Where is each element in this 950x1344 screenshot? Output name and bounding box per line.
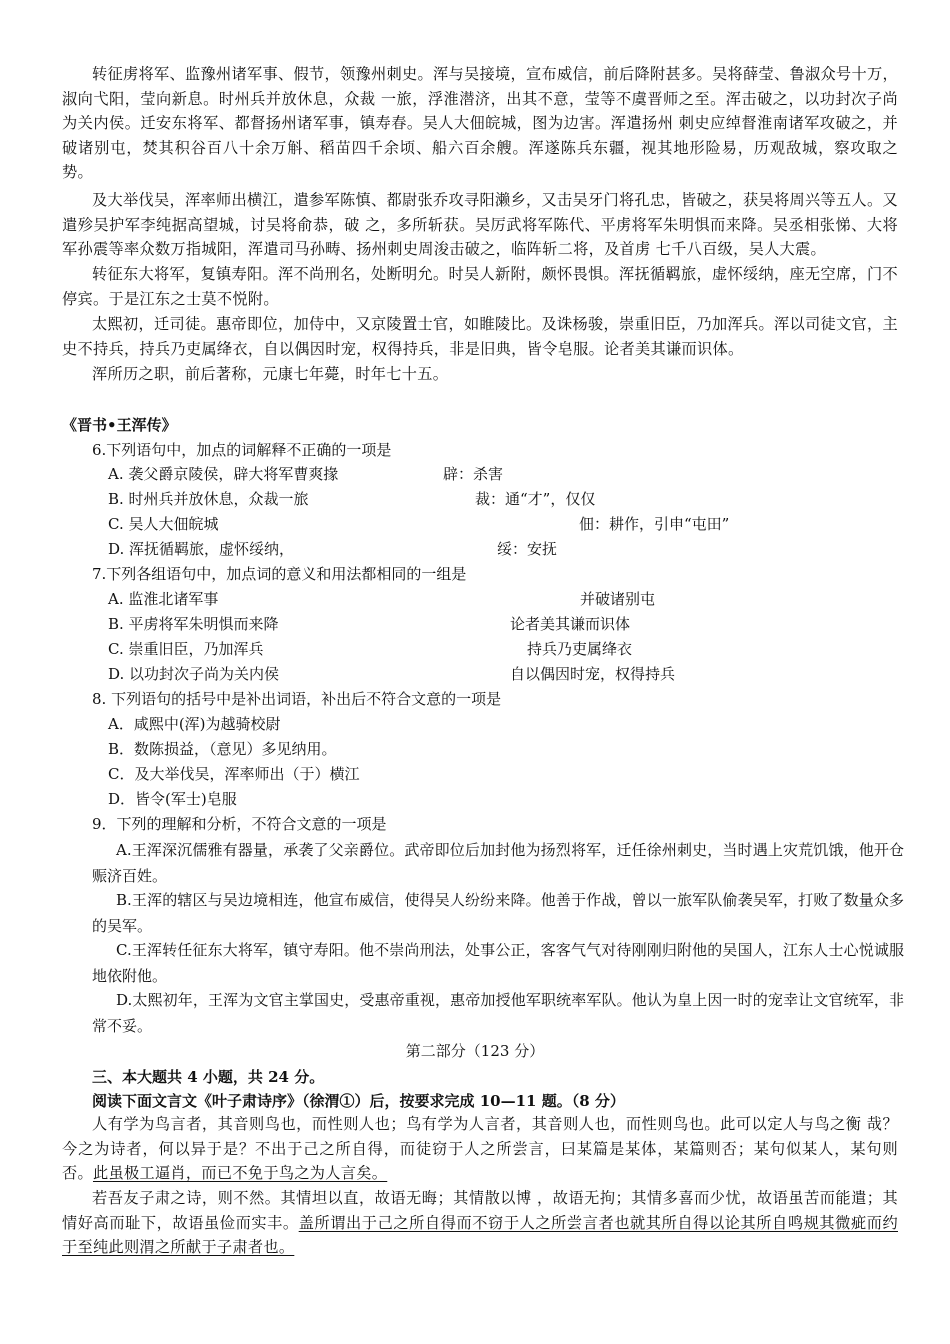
part-two-heading: 第二部分（123 分） [405,1042,545,1060]
q9-option-d [92,988,904,1039]
q8-option-a: A．咸熙中(浑)为越骑校尉 [108,715,281,733]
q8-option-b: B．数陈损益，（意见）多见纳用。 [108,740,337,758]
question-6-stem: 6.下列语句中，加点的词解释不正确的一项是 [92,441,392,459]
q9-option-b-text: B.王浑的辖区与吴边境相连，他宣布威信，使得吴人纷纷来降。他善于作战，曾以一旅军队偷袭吴军，打败了数量众多的吴军。 [92,891,904,935]
q7-option-c-right: 持兵乃吏属绛衣 [527,640,633,658]
q7-option-a-right: 并破诸别屯 [580,590,656,608]
q7-option-b-left: B. 平虏将军朱明惧而来降 [108,615,279,633]
q9-option-d-text: D.太熙初年，王浑为文官主掌国史，受惠帝重视，惠帝加授他军职统率军队。他认为皇上因一时的宠幸让文官统军，非常不妥。 [92,991,904,1035]
q7-option-b-right: 论者美其谦而识体 [510,615,631,633]
q9-option-a-text: A.王浑深沉儒雅有器量，承袭了父亲爵位。武帝即位后加封他为扬烈将军，迁任徐州刺史，当时遇上灾荒饥饿，他开仓赈济百姓。 [92,841,904,885]
q6-option-b: B. 时州兵并放休息，众裁一旅 [108,490,309,508]
q6-option-a-gloss: 辟：杀害 [443,465,504,483]
source-citation: 《晋书•王浑传》 [62,416,177,434]
passage2-paragraph-2 [62,1186,898,1260]
q6-option-d-gloss: 绥：安抚 [497,540,558,558]
paragraph-text: 转征东大将军，复镇寿阳。浑不尚刑名，处断明允。时吴人新附，颇怀畏惧。浑抚循羁旅，虚怀绥纳，座无空席，门不停宾。于是江东之士莫不悦附。 [62,265,898,308]
question-8-stem: 8. 下列语句的括号中是补出词语，补出后不符合文意的一项是 [92,690,502,708]
q7-option-d-left: D. 以功封次子尚为关内侯 [108,665,280,683]
q6-option-c: C. 吴人大佃皖城 [108,515,219,533]
passage-paragraph [62,62,898,185]
question-7-stem: 7.下列各组语句中，加点词的意义和用法都相同的一组是 [92,565,467,583]
q9-option-c-text: C.王浑转任征东大将军，镇守寿阳。他不崇尚刑法，处事公正，客客气气对待刚刚归附他的吴国人，江东人士心悦诚服地依附他。 [92,941,904,985]
paragraph-text: 及大举伐吴，浑率师出横江，遣参军陈慎、都尉张乔攻寻阳濑乡，又击吴牙门将孔忠，皆破之，获吴将周兴等五人。又遣殄吴护军李纯据高望城，讨吴将俞恭，破 之，多所斩获。吴厉武将军陈代、平虏将军朱明惧而来降。吴丞相张悌、大将军孙震等率众数万指城阳，浑遣司马孙畴、扬州刺史周浚击破之，临阵斩二将，及首虏 七千八百级，吴人大震。 [62,191,898,259]
passage2-p2-underlined: 盖所谓出于己之所自得而不窃于人之所尝言者也就其所自得以论其所自鸣规其微疵而约于至纯此则渭之所献于子肃者也。 [62,1213,898,1257]
passage-paragraph [62,188,898,262]
passage-paragraph [62,262,898,311]
paragraph-text: 转征虏将军、监豫州诸军事、假节，领豫州刺史。浑与吴接境，宣布威信，前后降附甚多。吴将薛莹、鲁淑众号十万，淑向弋阳，莹向新息。时州兵并放休息，众裁 一旅，浮淮潜济，出其不意，莹等不虞晋师之至。浑击破之，以功封次子尚为关内侯。迁安东将军、都督扬州诸军事，镇寿春。吴人大佃皖城，图为边害。浑遣扬州 刺史应绰督淮南诸军攻破之，并破诸别屯，焚其积谷百八十余万斛、稻苗四千余顷、船六百余艘。浑遂陈兵东疆，视其地形险易，历观敌城，察攻取之势。 [62,65,898,182]
question-9-stem: 9．下列的理解和分析，不符合文意的一项是 [92,815,387,833]
q6-option-c-gloss: 佃：耕作，引申“屯田” [579,515,730,533]
q7-option-d-right: 自以偶因时宠，权得持兵 [510,665,676,683]
q9-option-b [92,888,904,939]
paragraph-text: 太熙初，迁司徒。惠帝即位，加侍中，又京陵置士官，如睢陵比。及诛杨骏，崇重旧臣，乃加浑兵。浑以司徒文官，主史不持兵，持兵乃吏属绛衣，自以偶因时宠，权得持兵，非是旧典，皆令皂服。论者美其谦而识体。 [62,315,898,358]
passage2-p1-text: 人有学为鸟言者，其音则鸟也，而性则人也；鸟有学为人言者，其音则人也，而性则鸟也。此可以定人与鸟之衡 哉？今之为诗者，何以异于是？不出于己之所自得，而徒窃于人之所尝言，曰某篇是某体，某篇则否；某句似某人，某句则否。 [62,1115,898,1183]
q7-option-a-left: A. 监淮北诸军事 [108,590,219,608]
reading-instruction: 阅读下面文言文《叶子肃诗序》（徐渭①）后，按要求完成 10—11 题。（8 分） [92,1092,625,1110]
q8-option-c: C．及大举伐吴，浑率师出（于）横江 [108,765,360,783]
q6-option-b-gloss: 裁：通“才”，仅仅 [475,490,596,508]
q8-option-d: D．皆令(军士)皂服 [108,790,237,808]
passage-paragraph [62,312,898,361]
passage2-p1-underlined: 此虽极工逼肖，而已不免于鸟之为人言矣。 [92,1164,388,1183]
passage2-paragraph-1 [62,1112,898,1186]
q9-option-a [92,838,904,889]
section-three-heading: 三、本大题共 4 小题，共 24 分。 [92,1068,325,1086]
passage-paragraph [62,362,898,387]
q7-option-c-left: C. 崇重旧臣，乃加浑兵 [108,640,264,658]
passage2-p2-text: 若吾友子肃之诗，则不然。其情坦以直，故语无晦；其情散以博 ，故语无拘；其情多喜而少忧，故语虽苦而能遣；其情好高而耻下，故语虽俭而实丰。 [62,1189,898,1232]
q6-option-a: A. 袭父爵京陵侯，辟大将军曹爽掾 [108,465,339,483]
q9-option-c [92,938,904,989]
q6-option-d: D. 浑抚循羁旅，虚怀绥纳， [108,540,295,558]
paragraph-text: 浑所历之职，前后著称，元康七年薨，时年七十五。 [92,365,449,383]
